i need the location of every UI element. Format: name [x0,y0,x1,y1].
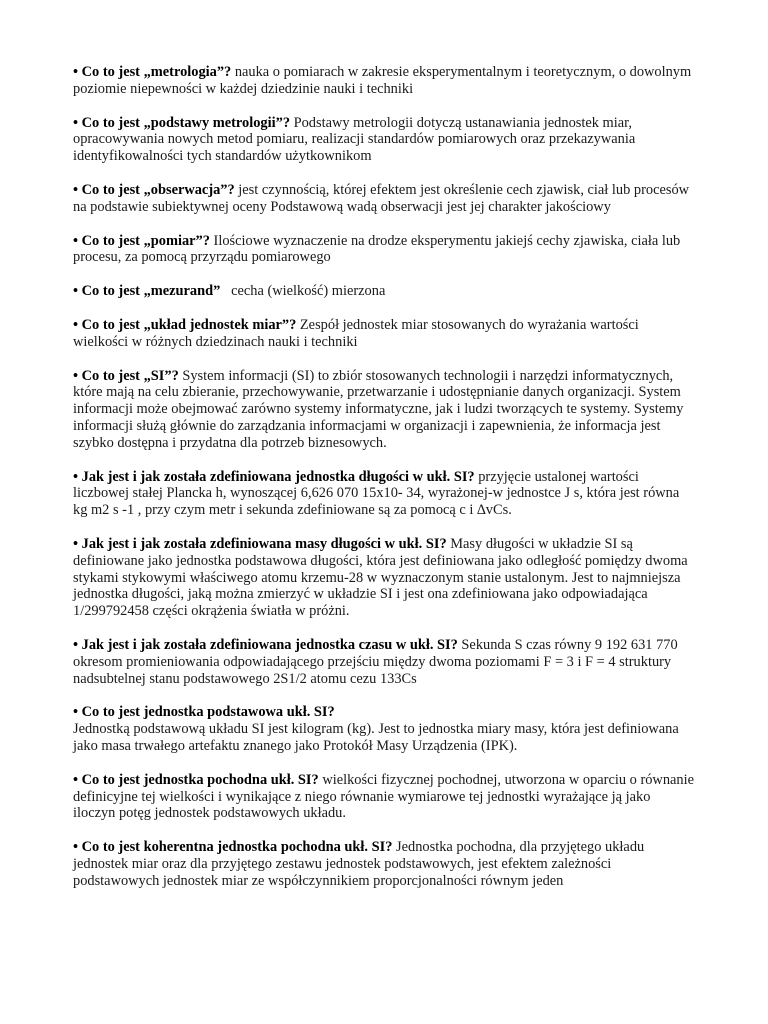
qa-jednostka-podstawowa [73,704,695,754]
question: • Co to jest „mezurand” [73,283,221,300]
answer-part: , utworzona w oparciu o równanie definicyjne tej wielkości i wynikające z niego równanie wymiarowe tej [73,771,694,805]
qa-jednostka-pochodna [73,772,695,822]
question: • Co to jest „metrologia”? [73,64,232,80]
qa-jednostka-czasu [73,637,695,687]
answer-bold-term: jednostki [486,788,540,805]
qa-podstawy-metrologii [73,115,695,165]
answer: Jednostką podstawową układu SI jest kilogram (kg). Jest to jednostka miary masy, która jest definiowana jako masa trwałego artefaktu znanego jako Protokół Masy Urządzenia (IPK). [73,721,679,754]
answer: jest czynnością, której efektem jest określenie cech zjawisk, ciał lub procesów na podstawie subiektywnej oceny Podstawową wadą obserwacji jest jej charakter jakościowy [73,181,690,215]
answer: nauka o pomiarach w zakresie eksperymentalnym i teoretycznym, o dowolnym poziomie niepewności w każdej dziedzinie nauki i techniki [73,64,692,97]
qa-uklad-jednostek-miar [73,317,695,351]
qa-metrologia [73,64,695,98]
qa-si [73,368,695,452]
answer-bold-term: jednostek [154,805,210,822]
question: • Co to jest koherentna jednostka pochodna ukł. SI? [73,839,393,856]
qa-pomiar [73,233,695,267]
answer: cecha (wielkość) mierzona [220,283,386,300]
answer: Ilościowe wyznaczenie na drodze eksperymentu jakiejś cechy zjawiska, ciała lub procesu, za pomocą przyrządu pomiarowego [73,232,681,266]
answer-bold-term: pochodnej [437,771,498,788]
question: • Co to jest „pomiar”? [73,232,210,249]
question: • Co to jest „podstawy metrologii”? [73,114,291,131]
answer: Podstawy metrologii dotyczą ustanawiania jednostek miar, opracowywania nowych metod pomiaru, realizacji standardów pomiarowych oraz przekazywania identyfikowalności tych standardów użytkownikom [73,114,636,165]
answer-part: wyrażające ją jako iloczyn potęg [73,788,651,822]
answer: Masy długości w układzie SI są definiowane jako jednostka podstawowa długości, która jest definiowana jako odległość pomiędzy dwoma stykami stykowymi właściwego atomu krzemu-28 w wyznaczonym stanie ustalonym. Jest to najmniejsza jednostka długości, jaką można zmierzyć w układzie SI i jest ona zdefiniowana jako odpowiadająca 1/299792458 części okrążenia światła w próżni. [73,535,688,620]
qa-mezurand [73,283,695,300]
question: • Co to jest „obserwacja”? [73,181,235,198]
qa-masy-dlugosci [73,536,695,620]
qa-koherentna-jednostka [73,839,695,889]
answer: Sekunda S czas równy 9 192 631 770 okresom promieniowania odpowiadającego przejściu między dwoma poziomami F = 3 i F = 4 struktury nadsubtelnej stanu podstawowego 2S1/2 atomu cezu 133Cs [73,636,678,687]
question: • Co to jest jednostka podstawowa ukł. SI? [73,704,335,721]
answer: Zespół jednostek miar stosowanych do wyrażania wartości wielkości w różnych dziedzinach nauki i techniki [73,316,639,350]
answer: Jednostka pochodna, dla przyjętego układu jednostek miar oraz dla przyjętego zestawu jednostek podstawowych, jest efektem zależności podstawowych jednostek miar ze współczynnikiem proporcjonalności równym jeden [73,839,645,889]
answer-part: podstawowych układu. [209,805,346,822]
question: • Jak jest i jak została zdefiniowana masy długości w ukł. SI? [73,535,447,552]
question: • Jak jest i jak została zdefiniowana jednostka czasu w ukł. SI? [73,636,458,653]
question: • Co to jest „SI”? [73,367,179,384]
question: • Co to jest jednostka pochodna ukł. SI? [73,771,319,788]
answer-part: wielkości fizycznej [318,771,438,788]
qa-obserwacja [73,182,695,216]
qa-jednostka-dlugosci [73,469,695,519]
document-page [73,64,695,906]
question: • Co to jest „układ jednostek miar”? [73,316,297,333]
answer: System informacji (SI) to zbiór stosowanych technologii i narzędzi informatycznych, które mają na celu zbieranie, przechowywanie, przetwarzanie i udostępnianie danych organizacji. System informacji może obejmować zarówno systemy informatyczne, jak i ludzi tworzących te systemy. Systemy informacji służą głównie do zarządzania informacjami w organizacji i zapewnienia, że informacja jest szybko dostępna i przydatna dla potrzeb biznesowych. [73,367,684,451]
answer: przyjęcie ustalonej wartości liczbowej stałej Plancka h, wynoszącej 6,626 070 15x10- 34, wyrażonej-w jednostce J s, która jest równa kg m2 s -1 , przy czym metr i sekunda zdefiniowane są za pomocą c i ∆vCs. [73,468,680,519]
question: • Jak jest i jak została zdefiniowana jednostka długości w ukł. SI? [73,468,475,485]
